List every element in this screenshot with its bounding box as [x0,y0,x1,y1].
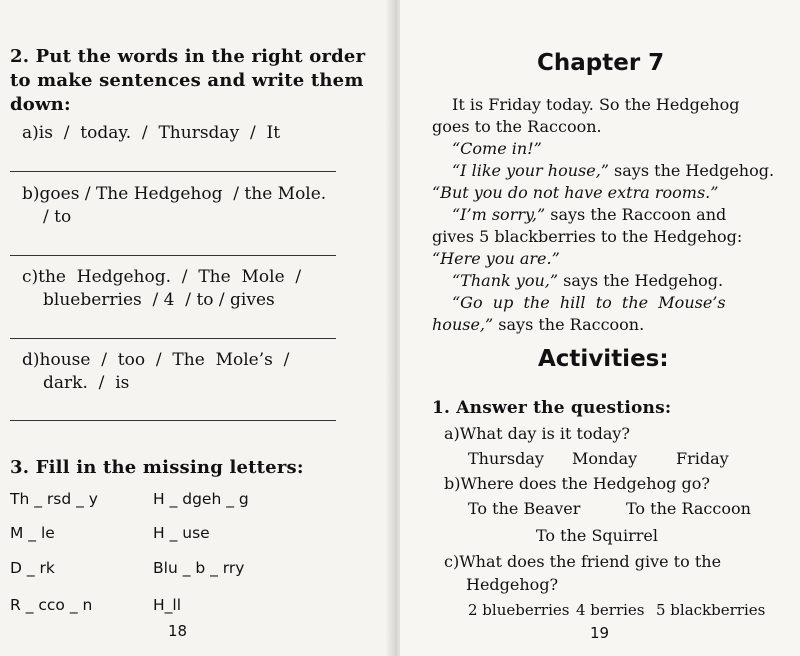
item-text-continued: / to [43,207,72,227]
answer-option[interactable]: To the Squirrel [536,526,658,545]
story-quote: “I’m sorry,” [452,205,546,224]
answer-option[interactable]: Monday [572,449,638,468]
question-b [444,472,710,495]
answer-line[interactable] [10,420,336,421]
question-label: c) [444,552,460,571]
answer-line[interactable] [10,255,336,256]
task2-title-line2: to make sentences and write them [10,70,364,91]
answer-option[interactable]: Friday [676,449,729,468]
answer-option[interactable]: To the Raccoon [626,499,751,518]
question-text: What day is it today? [459,424,630,443]
story-quote: “Thank you,” [452,271,559,290]
story-line: says the Raccoon and [545,205,727,224]
task2-title-line1: 2. Put the words in the right order [10,46,366,67]
task2-item-b [22,183,326,229]
story-line: “Come in!” [452,139,542,158]
fill-word: R _ cco _ n [10,596,93,614]
left-page [0,0,392,656]
fill-word: H _ use [153,524,210,542]
item-label: a) [22,123,39,143]
story-line: says the Raccoon. [493,315,645,334]
item-text: house / too / The Mole’s / [39,350,290,370]
fill-word: H _ dgeh _ g [153,490,249,508]
item-text: the Hedgehog. / The Mole / [38,267,302,287]
chapter-title: Chapter 7 [537,50,665,76]
activities-title: Activities: [538,346,669,372]
question-text: What does the friend give to the [459,552,722,571]
fill-word: D _ rk [10,559,55,577]
answer-line[interactable] [10,171,336,172]
question-label: b) [444,474,461,493]
item-label: c) [22,267,39,287]
question-label: a) [444,424,460,443]
item-label: b) [22,184,40,204]
task2-title-line3: down: [10,94,71,115]
fill-word: Th _ rsd _ y [10,490,98,508]
task2-title [10,45,365,117]
answer-option[interactable]: 5 blackberries [656,601,766,619]
story-text [432,94,774,336]
story-line: says the Hedgehog. [558,271,724,290]
story-quote: “I like your house,” [452,161,609,180]
story-line: “Here you are.” [432,249,560,268]
story-line: It is Friday today. So the Hedgehog [452,95,740,114]
question-text-continued: Hedgehog? [466,575,559,594]
story-line: “Go up the hill to the Mouse’s [452,293,726,312]
item-label: d) [22,350,40,370]
item-text-continued: dark. / is [43,373,130,393]
story-line: says the Hedgehog. [608,161,775,180]
item-text: is / today. / Thursday / It [38,123,281,143]
fill-word: M _ le [10,524,55,542]
question-c [444,550,721,596]
page-number-left: 18 [168,622,188,640]
answer-option[interactable]: 2 blueberries [468,601,570,619]
story-line: goes to the Raccoon. [432,117,602,136]
fill-word: Blu _ b _ rry [153,559,245,577]
answer-option[interactable]: To the Beaver [468,499,581,518]
task2-item-c [22,266,301,312]
page-number-right: 19 [590,624,610,642]
item-text: goes / The Hedgehog / the Mole. [39,184,327,204]
story-quote: house,” [432,315,494,334]
question-a [444,422,630,445]
fill-word: H_ll [153,596,182,614]
answer-option[interactable]: 4 berries [576,601,645,619]
answer-line[interactable] [10,338,336,339]
right-page [400,0,800,656]
question-text: Where does the Hedgehog go? [460,474,710,493]
task2-item-a [22,122,280,145]
task2-item-d [22,349,289,395]
answer-option[interactable]: Thursday [468,449,544,468]
task1-title: 1. Answer the questions: [432,398,672,418]
item-text-continued: blueberries / 4 / to / gives [43,290,275,310]
task3-title: 3. Fill in the missing letters: [10,457,304,478]
story-line: gives 5 blackberries to the Hedgehog: [432,227,743,246]
story-line: “But you do not have extra rooms.” [432,183,719,202]
